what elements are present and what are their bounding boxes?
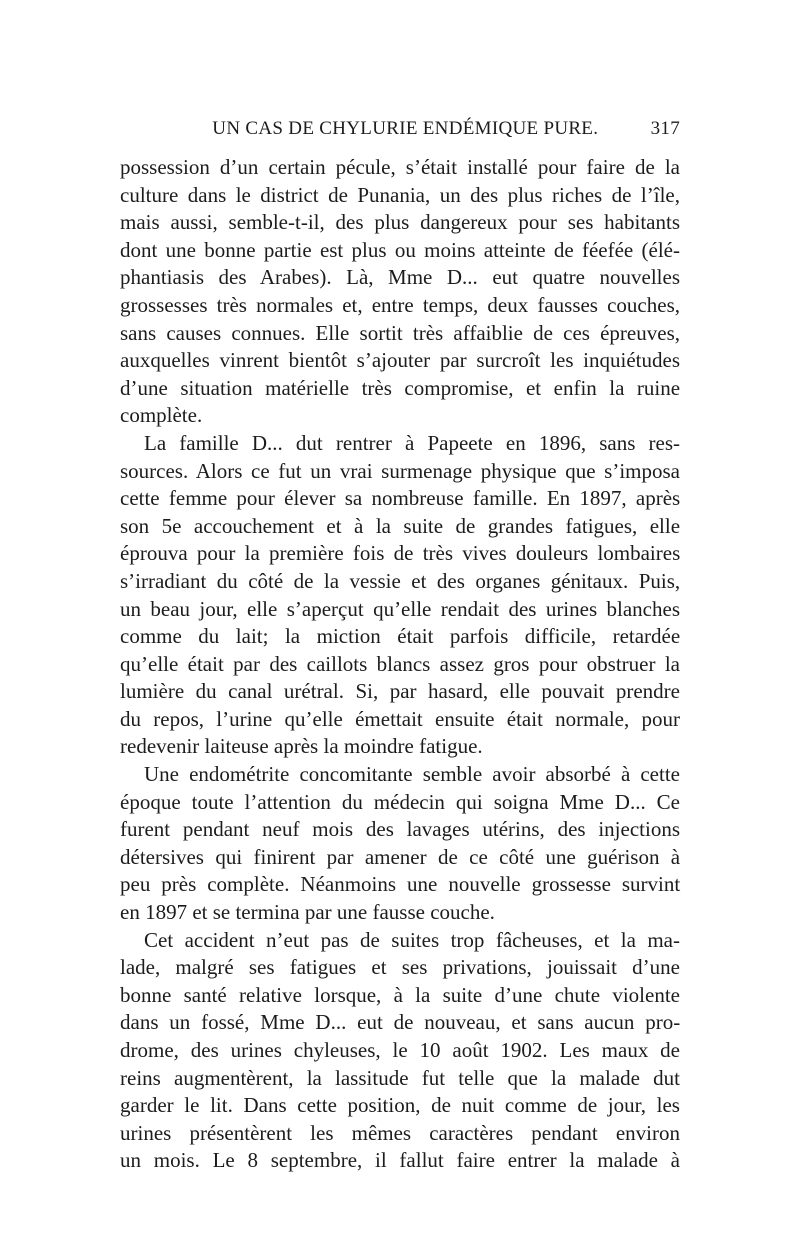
text-line: s’irradiant du côté de la vessie et des organes génitaux. Puis, [120,568,681,593]
text-line: garder le lit. Dans cette position, de nuit comme de jour, les [120,1093,680,1118]
text-line: un mois. Le 8 septembre, il fallut faire entrer la malade à [120,1148,680,1173]
text-line: Une endométrite concomitante semble avoir absorbé à cette [144,762,680,787]
page-number: 317 [650,118,680,139]
text-line: en 1897 et se termina par une fausse couche. [120,900,495,925]
paragraph-4 [120,927,680,1175]
text-line: un beau jour, elle s’aperçut qu’elle rendait des urines blanches [120,596,680,621]
running-title: UN CAS DE CHYLURIE ENDÉMIQUE PURE. [212,118,599,139]
text-line: La famille D... dut rentrer à Papeete en 1896, sans res- [144,430,680,455]
text-line: détersives qui finirent par amener de ce côté une guérison à [120,844,681,869]
text-line: comme du lait; la miction était parfois difficile, retardée [120,624,681,649]
text-line: culture dans le district de Punania, un des plus riches de l’île, [120,182,680,207]
text-line: sources. Alors ce fut un vrai surmenage physique que s’imposa [120,458,680,483]
text-line: auxquelles vinrent bientôt s’ajouter par surcroît les inquiétudes [120,348,680,373]
text-line: éprouva pour la première fois de très vives douleurs lombaires [120,541,681,566]
text-line: Cet accident n’eut pas de suites trop fâcheuses, et la ma- [144,927,680,952]
text-line: lumière du canal urétral. Si, par hasard, elle pouvait prendre [120,679,680,704]
text-line: drome, des urines chyleuses, le 10 août 1902. Les maux de [120,1038,680,1062]
text-line: cette femme pour élever sa nombreuse famille. En 1897, après [120,486,681,511]
text-line: urines présentèrent les mêmes caractères pendant environ [120,1120,680,1145]
paragraph-2 [120,430,680,761]
text-line: d’une situation matérielle très compromise, et enfin la ruine [120,375,681,400]
body-text [120,154,680,1175]
text-line: peu près complète. Néanmoins une nouvelle grossesse survint [120,872,681,897]
text-line: bonne santé relative lorsque, à la suite d’une chute violente [120,982,680,1007]
text-line: redevenir laiteuse après la moindre fatigue. [120,734,483,759]
running-header [120,118,680,154]
text-line: son 5e accouchement et à la suite de grandes fatigues, elle [120,513,681,538]
text-line: possession d’un certain pécule, s’était installé pour faire de la [120,155,680,179]
text-line: époque toute l’attention du médecin qui soigna Mme D... Ce [120,789,680,814]
text-line: lade, malgré ses fatigues et ses privations, jouissait d’une [120,955,680,980]
paragraph-1 [120,154,680,430]
text-line: dont une bonne partie est plus ou moins atteinte de féefée (élé- [120,237,680,262]
text-line: du repos, l’urine qu’elle émettait ensuite était normale, pour [120,706,680,731]
text-line: furent pendant neuf mois des lavages utérins, des injections [120,817,680,842]
book-page [120,118,680,1175]
text-line: sans causes connues. Elle sortit très affaiblie de ces épreuves, [120,320,680,345]
paragraph-3 [120,761,680,927]
text-line: mais aussi, semble-t-il, des plus dangereux pour ses habitants [120,210,680,235]
text-line: complète. [120,403,203,428]
text-line: qu’elle était par des caillots blancs assez gros pour obstruer la [120,651,680,676]
text-line: reins augmentèrent, la lassitude fut telle que la malade dut [120,1065,680,1090]
text-line: grossesses très normales et, entre temps, deux fausses couches, [120,292,680,317]
text-line: phantiasis des Arabes). Là, Mme D... eut quatre nouvelles [120,265,680,290]
text-line: dans un fossé, Mme D... eut de nouveau, et sans aucun pro- [120,1010,681,1035]
